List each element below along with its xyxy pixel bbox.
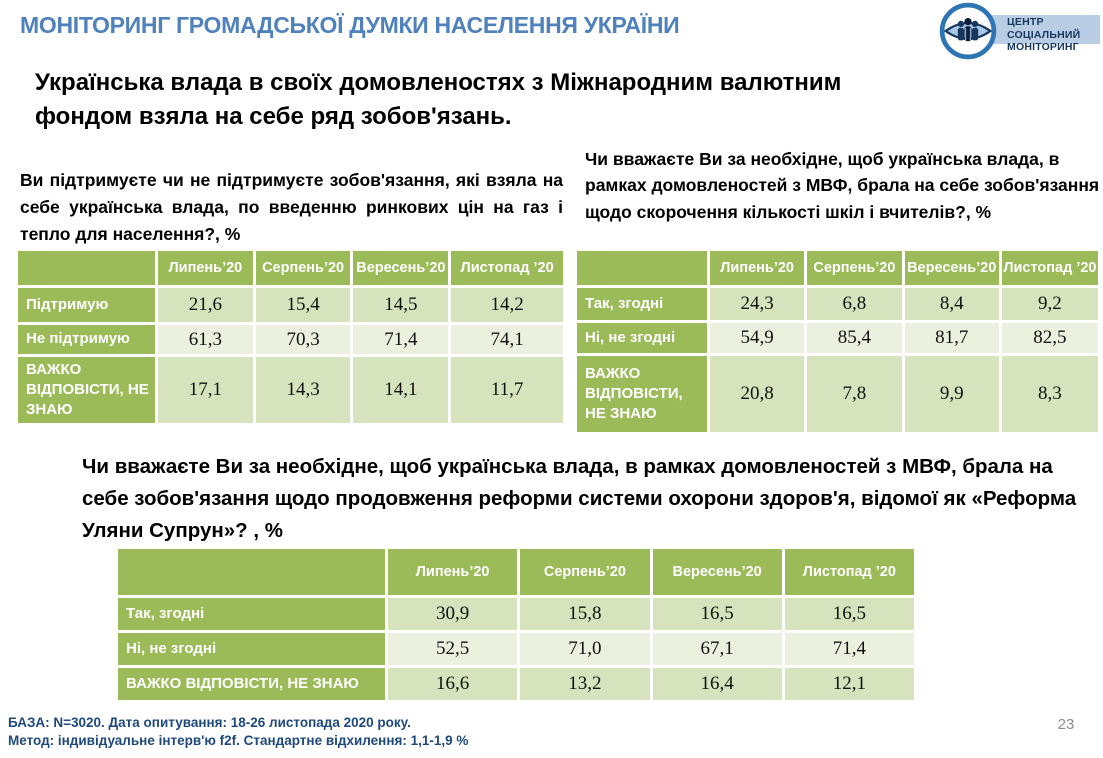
row-label: Так, згодні [577, 288, 707, 320]
value-cell: 52,5 [388, 633, 517, 665]
logo-icon [939, 2, 997, 65]
question-health: Чи вважаєте Ви за необхідне, щоб українська влада, в рамках домовленостей з МВФ, брала на себе зобов'язання щодо продовження реформи системи охорони здоров'я, відомої як «Реформа Уляни Супрун»? , % [82, 455, 1077, 542]
value-cell: 14,3 [256, 357, 351, 423]
value-cell: 16,6 [388, 668, 517, 700]
logo-text-line: ЦЕНТР [1007, 16, 1044, 28]
row-label: ВАЖКО ВІДПОВІСТИ, НЕ ЗНАЮ [18, 357, 155, 423]
page-title: МОНІТОРИНГ ГРОМАДСЬКОЇ ДУМКИ НАСЕЛЕННЯ УКРАЇНИ [20, 12, 680, 38]
row-label: Так, згодні [118, 598, 385, 630]
corner-cell [18, 251, 155, 285]
value-cell: 14,5 [353, 288, 448, 322]
footer-line-base: БАЗА: N=3020. Дата опитування: 18-26 листопада 2020 року. [8, 715, 411, 730]
value-cell: 7,8 [807, 356, 901, 432]
column-header: Вересень’20 [653, 549, 782, 595]
value-cell: 81,7 [905, 323, 999, 353]
value-cell: 6,8 [807, 288, 901, 320]
value-cell: 15,8 [520, 598, 649, 630]
column-header: Листопад ’20 [451, 251, 563, 285]
value-cell: 12,1 [785, 668, 914, 700]
column-header: Серпень’20 [807, 251, 901, 285]
value-cell: 8,3 [1002, 356, 1098, 432]
row-label: Підтримую [18, 288, 155, 322]
value-cell: 71,4 [785, 633, 914, 665]
value-cell: 85,4 [807, 323, 901, 353]
column-header: Вересень’20 [905, 251, 999, 285]
column-header: Липень’20 [388, 549, 517, 595]
row-label: ВАЖКО ВІДПОВІСТИ, НЕ ЗНАЮ [577, 356, 707, 432]
value-cell: 16,5 [785, 598, 914, 630]
value-cell: 20,8 [710, 356, 804, 432]
value-cell: 74,1 [451, 325, 563, 354]
value-cell: 13,2 [520, 668, 649, 700]
value-cell: 70,3 [256, 325, 351, 354]
value-cell: 54,9 [710, 323, 804, 353]
value-cell: 16,5 [653, 598, 782, 630]
column-header: Липень’20 [710, 251, 804, 285]
column-header: Листопад ’20 [785, 549, 914, 595]
column-header: Вересень’20 [353, 251, 448, 285]
row-label: Ні, не згодні [577, 323, 707, 353]
value-cell: 14,1 [353, 357, 448, 423]
value-cell: 82,5 [1002, 323, 1098, 353]
question-schools: Чи вважаєте Ви за необхідне, щоб українська влада, в рамках домовленостей з МВФ, брала на себе зобов'язання щодо скорочення кількості шкіл і вчителів?, % [585, 149, 1100, 222]
table-gas [18, 251, 563, 423]
value-cell: 14,2 [451, 288, 563, 322]
value-cell: 67,1 [653, 633, 782, 665]
footer-note [8, 714, 468, 749]
value-cell: 9,2 [1002, 288, 1098, 320]
question-gas: Ви підтримуєте чи не підтримуєте зобов'язання, які взяла на себе українська влада, по введенню ринкових цін на газ і тепло для населення?, % [20, 170, 563, 245]
table-health [118, 549, 914, 700]
value-cell: 16,4 [653, 668, 782, 700]
column-header: Листопад ’20 [1002, 251, 1098, 285]
value-cell: 24,3 [710, 288, 804, 320]
value-cell: 30,9 [388, 598, 517, 630]
footer-line-method: Метод: індивідуальне інтерв'ю f2f. Стандартне відхилення: 1,1-1,9 % [8, 732, 469, 748]
column-header: Серпень’20 [256, 251, 351, 285]
logo-text [1007, 16, 1080, 54]
value-cell: 71,4 [353, 325, 448, 354]
value-cell: 71,0 [520, 633, 649, 665]
value-cell: 15,4 [256, 288, 351, 322]
table-schools [577, 251, 1098, 432]
value-cell: 11,7 [451, 357, 563, 423]
value-cell: 8,4 [905, 288, 999, 320]
logo-text-line: МОНІТОРИНГ [1007, 41, 1079, 53]
column-header: Липень’20 [158, 251, 253, 285]
column-header: Серпень’20 [520, 549, 649, 595]
row-label: Ні, не згодні [118, 633, 385, 665]
row-label: ВАЖКО ВІДПОВІСТИ, НЕ ЗНАЮ [118, 668, 385, 700]
logo-text-line: СОЦІАЛЬНИЙ [1007, 28, 1081, 41]
value-cell: 61,3 [158, 325, 253, 354]
value-cell: 9,9 [905, 356, 999, 432]
value-cell: 21,6 [158, 288, 253, 322]
row-label: Не підтримую [18, 325, 155, 354]
value-cell: 17,1 [158, 357, 253, 423]
page-number: 23 [1057, 716, 1075, 733]
corner-cell [118, 549, 385, 595]
slide-subtitle: Українська влада в своїх домовленостях з Міжнародним валютним фондом взяла на себе ряд зобов'язань. [35, 69, 842, 130]
corner-cell [577, 251, 707, 285]
